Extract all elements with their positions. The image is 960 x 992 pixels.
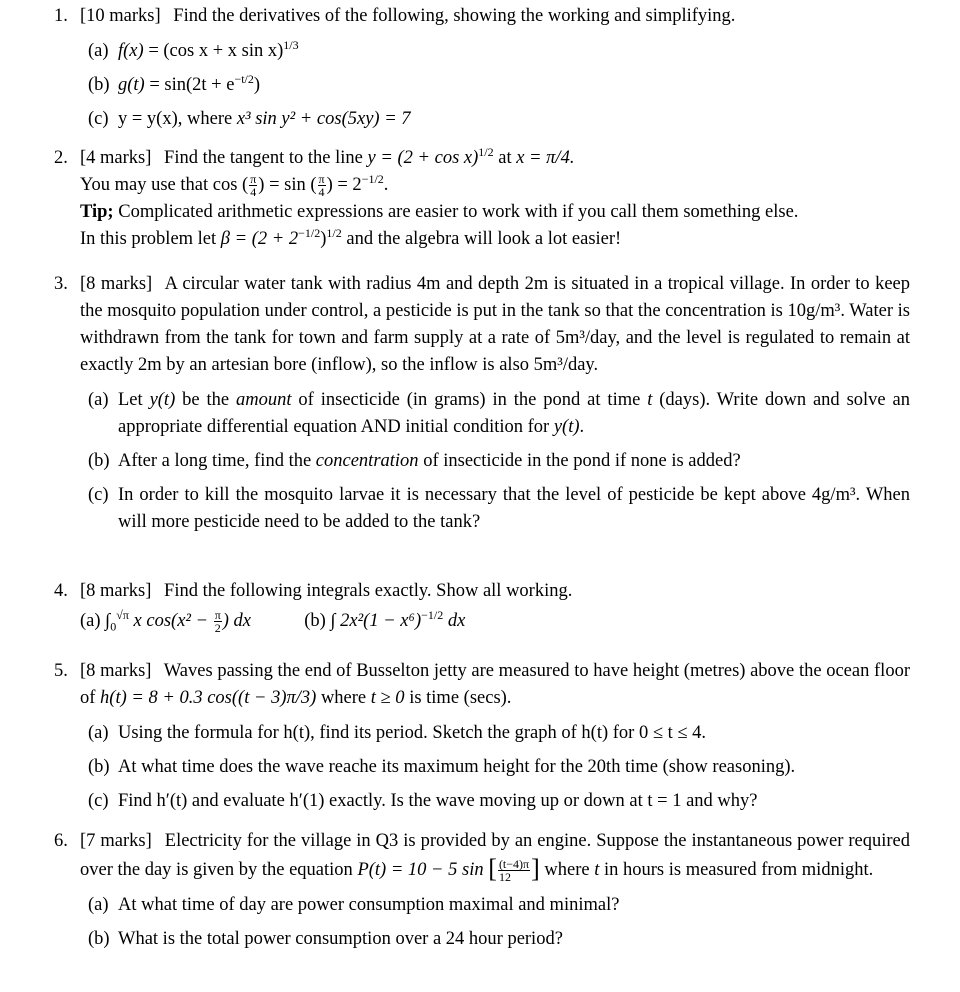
question-text: Find the tangent to the line <box>164 148 368 168</box>
fraction <box>214 609 222 634</box>
question-text: and the algebra will look a lot easier! <box>341 229 622 249</box>
tip-label: Tip; <box>80 202 114 222</box>
question-marks: [8 marks] <box>80 274 153 294</box>
question-text: After a long time, find the <box>118 451 316 471</box>
question-text: of insecticide in the pond if none is added? <box>418 451 741 471</box>
formula: ) <box>320 229 327 249</box>
question-text: Using the formula for h(t), find its period. Sketch the graph of h(t) for 0 ≤ t ≤ 4. <box>118 723 707 743</box>
formula: β = (2 + 2 <box>220 229 299 249</box>
formula: y = y(x), where <box>118 109 237 129</box>
question-3a <box>50 387 910 441</box>
question-text: Let <box>118 390 150 410</box>
question-2-line-4 <box>50 226 910 253</box>
part-label: (b) <box>88 757 110 777</box>
formula: = (cos x + x sin x) <box>148 41 284 61</box>
question-3-header <box>50 271 910 379</box>
integral-lower-limit: 0 <box>110 619 117 634</box>
question-text: In order to kill the mosquito larvae it is necessary that the level of pesticide be kept above 4g/m³. When will more pesticide need to be added to the tank? <box>118 485 910 532</box>
emphasis: amount <box>236 390 292 410</box>
question-3c <box>50 482 910 536</box>
question-text: where <box>316 688 371 708</box>
question-marks: [8 marks] <box>80 661 152 681</box>
question-2 <box>50 145 910 253</box>
question-text: At what time does the wave reache its maximum height for the 20th time (show reasoning). <box>118 757 796 777</box>
part-label: (a) <box>88 723 109 743</box>
denominator: 12 <box>498 870 511 885</box>
formula-exponent: −1/2 <box>298 225 321 240</box>
question-2-line-2 <box>50 172 910 199</box>
question-number: 3. <box>54 274 68 294</box>
part-label: (b) <box>88 929 110 949</box>
question-1 <box>50 3 910 133</box>
denominator: 4 <box>250 185 257 200</box>
question-6-header <box>50 828 910 884</box>
emphasis: concentration <box>315 451 419 471</box>
question-text: where <box>539 860 595 880</box>
question-marks: [4 marks] <box>80 148 152 168</box>
question-text: in hours is measured from midnight. <box>599 860 874 880</box>
question-2-tip <box>50 199 910 226</box>
question-2-line-1 <box>50 145 910 172</box>
question-text: A circular water tank with radius 4m and depth 2m is situated in a tropical village. In order to keep the mosquito population under control, a pesticide is put in the tank so that the concentration is 10g/m³. Water is withdrawn from the tank for town and farm supply at a rate of 5m³/day, and the level is regulated to remain at exactly 2m by an artesian bore (inflow), so the inflow is also 5m³/day. <box>80 274 910 375</box>
question-text: You may use that cos ( <box>80 175 249 195</box>
part-label: (c) <box>88 485 109 505</box>
question-number: 6. <box>54 831 68 851</box>
question-marks: [8 marks] <box>80 581 152 601</box>
question-marks: [7 marks] <box>80 831 152 851</box>
fraction <box>249 173 257 198</box>
question-1c <box>50 106 910 133</box>
formula-exponent: 1/2 <box>326 225 342 240</box>
question-text: Find the following integrals exactly. Show all working. <box>164 581 573 601</box>
formula: P(t) = 10 − 5 sin <box>357 860 484 880</box>
part-label: (a) <box>80 611 101 631</box>
formula: t <box>647 390 653 410</box>
formula-exponent: −1/2 <box>361 171 384 186</box>
formula: t <box>594 860 600 880</box>
question-4-parts <box>50 608 910 635</box>
question-text: is time (secs). <box>404 688 512 708</box>
question-3 <box>50 271 910 536</box>
denominator: 4 <box>318 185 325 200</box>
part-label: (a) <box>88 895 109 915</box>
formula: h(t) = 8 + 0.3 cos((t − 3)π/3) <box>100 688 317 708</box>
question-text: at <box>493 148 517 168</box>
formula: f(x) <box>118 41 144 61</box>
part-label: (b) <box>304 611 326 631</box>
question-text: Electricity for the village in Q3 is provided by an engine. Suppose the instantaneous power required over the day is given by the equation <box>80 831 911 880</box>
question-5 <box>50 658 910 815</box>
formula: t ≥ 0 <box>370 688 405 708</box>
formula-exponent: 1/3 <box>283 37 299 52</box>
part-label: (b) <box>88 75 110 95</box>
numerator: (t−4)π <box>498 857 530 872</box>
question-text: What is the total power consumption over a 24 hour period? <box>118 929 563 949</box>
tip-text: Complicated arithmetic expressions are easier to work with if you call them something else. <box>113 202 799 222</box>
question-text: (days). Write down and solve an appropriate differential equation AND initial condition for <box>118 390 911 437</box>
question-1b <box>50 72 910 99</box>
question-number: 2. <box>54 148 68 168</box>
question-6 <box>50 828 910 953</box>
question-3b <box>50 448 910 475</box>
formula: y(t) <box>149 390 176 410</box>
question-text: . <box>383 175 389 195</box>
integral-sign: ∫ <box>105 611 111 631</box>
formula: g(t) <box>118 75 145 95</box>
question-text: . <box>579 417 585 437</box>
formula: y = (2 + cos x) <box>367 148 479 168</box>
fraction <box>498 858 530 883</box>
question-marks: [10 marks] <box>80 6 161 26</box>
formula: = sin(2t + e <box>149 75 235 95</box>
question-text: At what time of day are power consumption maximal and minimal? <box>118 895 620 915</box>
formula: x = π/4. <box>516 148 575 168</box>
formula-exponent: 1/2 <box>478 144 494 159</box>
formula: ) dx <box>222 611 251 631</box>
question-4-header <box>50 578 910 605</box>
integral-upper-limit: √π <box>116 607 129 622</box>
question-5a <box>50 720 910 747</box>
question-5c <box>50 788 910 815</box>
formula: ∫ 2x²(1 − x⁶) <box>330 611 422 631</box>
question-number: 1. <box>54 6 68 26</box>
part-label: (c) <box>88 109 109 129</box>
part-label: (c) <box>88 791 109 811</box>
question-text: ) = sin ( <box>258 175 317 195</box>
question-1-header <box>50 3 910 30</box>
question-text: Find h′(t) and evaluate h′(1) exactly. Is the wave moving up or down at t = 1 and why? <box>118 791 758 811</box>
numerator: π <box>214 608 221 623</box>
question-5-header <box>50 658 910 712</box>
question-text: Waves passing the end of Busselton jetty are measured to have height (metres) above the ocean floor of <box>80 661 910 708</box>
question-1a <box>50 38 910 65</box>
numerator: π <box>250 172 257 187</box>
formula: dx <box>443 611 466 631</box>
question-6a <box>50 892 910 919</box>
question-text: be the <box>175 390 237 410</box>
question-text: of insecticide (in grams) in the pond at time <box>291 390 648 410</box>
part-label: (a) <box>88 390 109 410</box>
question-4 <box>50 578 910 635</box>
question-number: 4. <box>54 581 68 601</box>
bracket: ] <box>531 854 540 883</box>
question-text: In this problem let <box>80 229 221 249</box>
question-6b <box>50 926 910 953</box>
fraction <box>318 173 326 198</box>
formula-exponent: −1/2 <box>421 607 444 622</box>
formula: x³ sin y² + cos(5xy) = 7 <box>236 109 411 129</box>
formula: x cos(x² − <box>128 611 213 631</box>
formula: ) <box>253 75 261 95</box>
numerator: π <box>318 172 325 187</box>
part-label: (a) <box>88 41 109 61</box>
question-text: Find the derivatives of the following, showing the working and simplifying. <box>173 6 736 26</box>
question-number: 5. <box>54 661 68 681</box>
formula-exponent: −t/2 <box>234 71 254 86</box>
part-label: (b) <box>88 451 110 471</box>
denominator: 2 <box>214 621 221 636</box>
formula: y(t) <box>553 417 580 437</box>
question-5b <box>50 754 910 781</box>
question-text: ) = 2 <box>326 175 362 195</box>
bracket: [ <box>488 854 497 883</box>
